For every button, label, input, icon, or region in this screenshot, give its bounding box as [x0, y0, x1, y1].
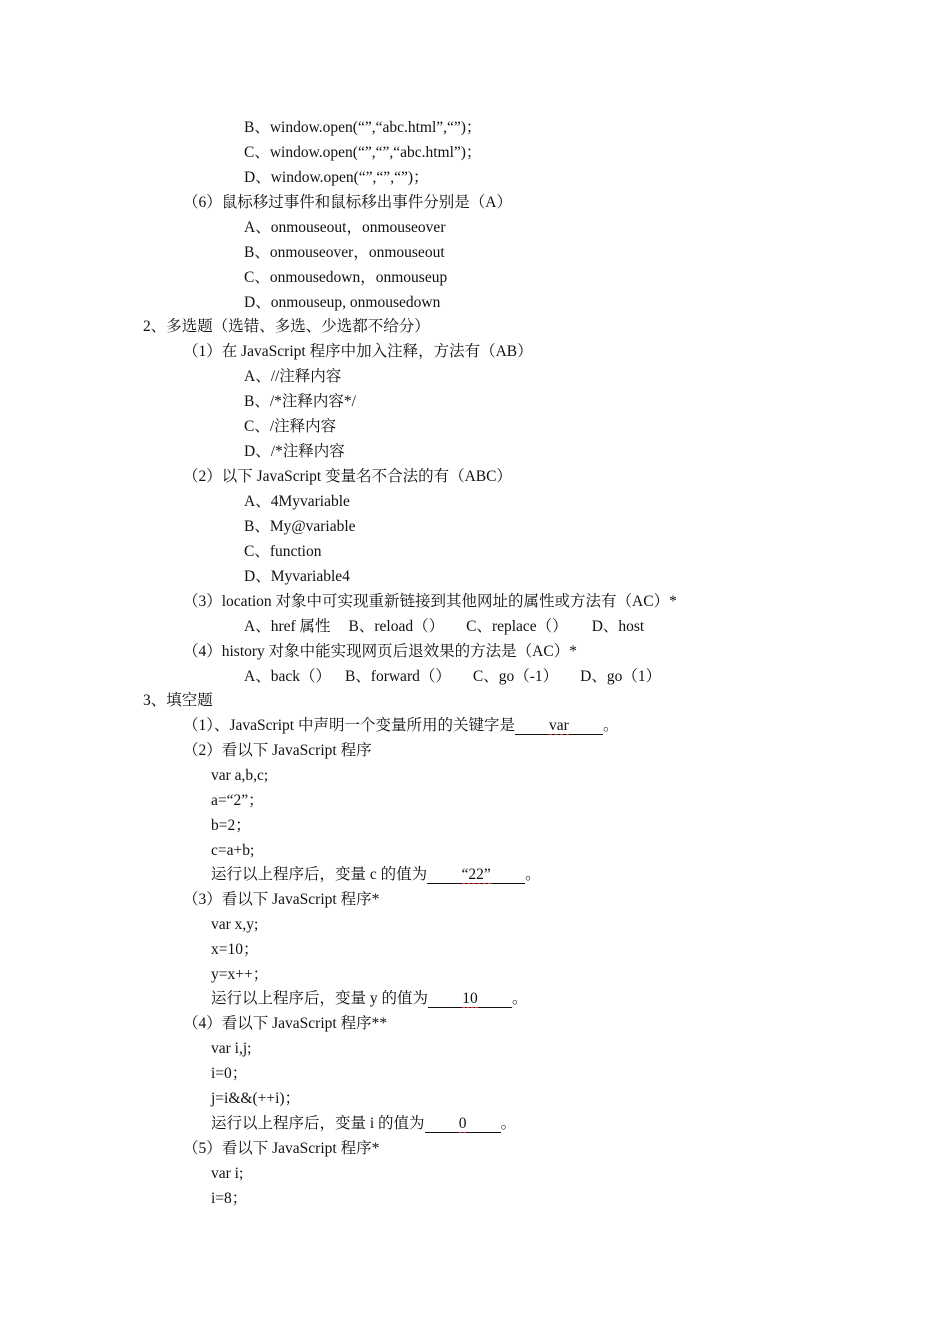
- question-text: 。: [500, 1115, 517, 1132]
- question-text: 。: [602, 717, 619, 734]
- option-text: C、onmousedown，onmouseup: [244, 269, 448, 286]
- question-text: 运行以上程序后，变量 i 的值为: [211, 1115, 425, 1132]
- section-heading: 2、多选题（选错、多选、少选都不给分）: [143, 318, 430, 335]
- option-row: [244, 667, 661, 687]
- option-text: A、back（）: [244, 668, 331, 685]
- code-line: b=2；: [211, 817, 251, 834]
- code-line: var i;: [211, 1165, 244, 1182]
- question-text: 。: [512, 990, 528, 1007]
- option-text: B、onmouseover，onmouseout: [244, 244, 445, 261]
- option-text: B、/*注释内容*/: [244, 393, 356, 410]
- answer-text: 10: [462, 990, 478, 1007]
- option-text: A、onmouseout，onmouseover: [244, 219, 446, 236]
- question-stem: （3）location 对象中可实现重新链接到其他网址的属性或方法有（AC）*: [183, 593, 677, 610]
- question-stem: （4）history 对象中能实现网页后退效果的方法是（AC）*: [183, 643, 577, 660]
- fill-blank-question: [183, 716, 618, 736]
- option-text: B、window.open(“”,“abc.html”,“”)；: [244, 119, 482, 136]
- option-text: D、host: [591, 618, 645, 635]
- option-text: C、replace（）: [466, 618, 568, 635]
- option-text: D、go（1）: [580, 668, 662, 685]
- code-line: x=10；: [211, 941, 259, 958]
- section-heading: 3、填空题: [143, 692, 213, 709]
- question-stem: （6）鼠标移过事件和鼠标移出事件分别是（A）: [183, 194, 512, 211]
- option-text: B、forward（）: [344, 668, 451, 685]
- answer-blank: [425, 1115, 501, 1133]
- answer-text: 0: [458, 1115, 467, 1132]
- code-line: y=x++；: [211, 966, 269, 983]
- fill-blank-question: [211, 1114, 516, 1134]
- answer-blank: [515, 717, 603, 735]
- question-stem: （3）看以下 JavaScript 程序*: [183, 891, 380, 908]
- question-text: （1）、JavaScript 中声明一个变量所用的关键字是: [183, 717, 515, 734]
- code-line: var i,j;: [211, 1040, 252, 1057]
- option-text: D、window.open(“”,“”,“”)；: [244, 169, 429, 186]
- code-line: c=a+b;: [211, 842, 255, 859]
- question-text: 运行以上程序后，变量 c 的值为: [211, 866, 428, 883]
- question-stem: （2）看以下 JavaScript 程序: [183, 742, 372, 759]
- option-text: C、function: [244, 543, 322, 560]
- question-stem: （5）看以下 JavaScript 程序*: [183, 1140, 380, 1157]
- question-stem: （1）在 JavaScript 程序中加入注释，方法有（AB）: [183, 343, 533, 360]
- option-row: [244, 617, 644, 637]
- code-line: var a,b,c;: [211, 767, 269, 784]
- code-line: var x,y;: [211, 916, 259, 933]
- question-stem: （4）看以下 JavaScript 程序**: [183, 1015, 388, 1032]
- question-text: 。: [525, 866, 541, 883]
- answer-text: “22”: [461, 866, 491, 883]
- code-line: i=8；: [211, 1190, 248, 1207]
- answer-blank: [428, 990, 512, 1008]
- answer-text: var: [549, 717, 569, 734]
- code-line: j=i&&(++i)；: [211, 1090, 301, 1107]
- fill-blank-question: [211, 865, 541, 885]
- code-line: a=“2”；: [211, 792, 264, 809]
- option-text: C、window.open(“”,“”,“abc.html”)；: [244, 144, 482, 161]
- option-text: D、onmouseup, onmousedown: [244, 294, 441, 311]
- question-text: 运行以上程序后，变量 y 的值为: [211, 990, 429, 1007]
- code-line: i=0；: [211, 1065, 248, 1082]
- answer-blank: [427, 866, 525, 884]
- option-text: D、Myvariable4: [244, 568, 350, 585]
- fill-blank-question: [211, 989, 528, 1009]
- option-text: C、go（-1）: [472, 668, 559, 685]
- option-text: C、/注释内容: [244, 418, 337, 435]
- option-text: A、href 属性: [244, 618, 331, 635]
- option-text: B、My@variable: [244, 518, 356, 535]
- option-text: D、/*注释内容: [244, 443, 345, 460]
- option-text: A、//注释内容: [244, 368, 342, 385]
- question-stem: （2）以下 JavaScript 变量名不合法的有（ABC）: [183, 468, 512, 485]
- option-text: A、4Myvariable: [244, 493, 350, 510]
- option-text: B、reload（）: [348, 618, 445, 635]
